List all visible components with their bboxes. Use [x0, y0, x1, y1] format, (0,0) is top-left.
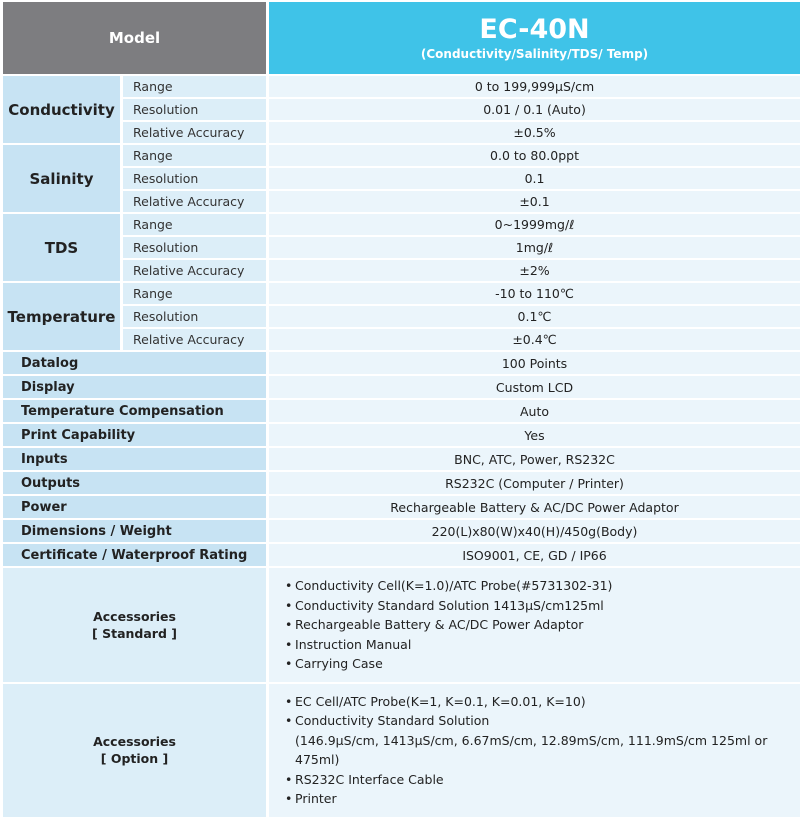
spec-value: -10 to 110℃: [269, 283, 800, 304]
spec-value: Auto: [269, 400, 800, 422]
spec-value: 0.1: [269, 168, 800, 189]
bullet-icon: •: [285, 597, 293, 613]
spec-label-print-capability: Print Capability: [3, 424, 266, 446]
accessories-standard-list: [285, 576, 800, 674]
spec-value: 0 to 199,999μS/cm: [269, 76, 800, 97]
model-header-cell: [3, 2, 266, 74]
spec-label-outputs: Outputs: [3, 472, 266, 494]
accessories-standard-label: [3, 568, 266, 682]
list-item: • EC Cell/ATC Probe(K=1, K=0.1, K=0.01, K=10): [285, 692, 800, 712]
spec-value: 0.0 to 80.0ppt: [269, 145, 800, 166]
product-name: EC-40N: [479, 14, 590, 45]
sub-label: Range: [123, 283, 266, 304]
spec-label-inputs: Inputs: [3, 448, 266, 470]
spec-value: 1mg/ℓ: [269, 237, 800, 258]
group-label-conductivity: Conductivity: [3, 76, 120, 143]
group-label-salinity: Salinity: [3, 145, 120, 212]
list-item: • Conductivity Cell(K=1.0)/ATC Probe(#5731302-31): [285, 576, 800, 596]
bullet-icon: •: [285, 791, 293, 806]
list-item: • Conductivity Standard Solution (146.9μS/cm, 1413μS/cm, 6.67mS/cm, 12.89mS/cm, 111.9mS/cm 125ml or 475ml): [285, 711, 800, 770]
spec-label-power: Power: [3, 496, 266, 518]
sub-label: Relative Accuracy: [123, 260, 266, 281]
sub-label: Resolution: [123, 168, 266, 189]
list-item: • Carrying Case: [285, 654, 800, 674]
accessories-option-list-cell: [269, 684, 800, 817]
spec-value: 0.1℃: [269, 306, 800, 327]
bullet-icon: •: [285, 636, 293, 652]
product-header-cell: [269, 2, 800, 74]
bullet-icon: •: [285, 693, 293, 709]
bullet-icon: •: [285, 578, 293, 593]
accessories-option-list: [285, 692, 800, 809]
list-item: • Conductivity Standard Solution 1413μS/cm125ml: [285, 596, 800, 616]
spec-value: RS232C (Computer / Printer): [269, 472, 800, 494]
accessories-label-line1: Accessories: [93, 734, 176, 749]
spec-value: 0~1999mg/ℓ: [269, 214, 800, 235]
bullet-icon: •: [285, 713, 293, 728]
bullet-icon: •: [285, 656, 293, 671]
spec-label-temperature-compensation: Temperature Compensation: [3, 400, 266, 422]
model-label: Model: [108, 29, 161, 47]
spec-label-datalog: Datalog: [3, 352, 266, 374]
spec-value: ±0.1: [269, 191, 800, 212]
bullet-icon: •: [285, 617, 293, 632]
spec-value: BNC, ATC, Power, RS232C: [269, 448, 800, 470]
spec-label-display: Display: [3, 376, 266, 398]
list-item: • Rechargeable Battery & AC/DC Power Adaptor: [285, 615, 800, 635]
list-item: • Instruction Manual: [285, 635, 800, 655]
sub-label: Range: [123, 76, 266, 97]
accessories-standard-list-cell: [269, 568, 800, 682]
spec-value: 100 Points: [269, 352, 800, 374]
spec-value: Custom LCD: [269, 376, 800, 398]
spec-value: ±0.5%: [269, 122, 800, 143]
spec-value: ±2%: [269, 260, 800, 281]
spec-value: 220(L)x80(W)x40(H)/450g(Body): [269, 520, 800, 542]
sub-label: Range: [123, 214, 266, 235]
spec-label-certificate-waterproof: Certificate / Waterproof Rating: [3, 544, 266, 566]
product-subtitle: (Conductivity/Salinity/TDS/ Temp): [420, 47, 649, 61]
accessories-label-line2: [ Option ]: [100, 751, 169, 766]
sub-label: Relative Accuracy: [123, 122, 266, 143]
spec-value: ISO9001, CE, GD / IP66: [269, 544, 800, 566]
sub-label: Range: [123, 145, 266, 166]
bullet-icon: •: [285, 771, 293, 787]
spec-value: 0.01 / 0.1 (Auto): [269, 99, 800, 120]
accessories-label-line1: Accessories: [93, 608, 176, 624]
group-label-temperature: Temperature: [3, 283, 120, 350]
sub-label: Resolution: [123, 306, 266, 327]
spec-value: Yes: [269, 424, 800, 446]
spec-value: ±0.4℃: [269, 329, 800, 350]
spec-label-dimensions-weight: Dimensions / Weight: [3, 520, 266, 542]
list-item: • Printer: [285, 789, 800, 809]
sub-label: Relative Accuracy: [123, 329, 266, 350]
sub-label: Relative Accuracy: [123, 191, 266, 212]
sub-label: Resolution: [123, 237, 266, 258]
sub-label: Resolution: [123, 99, 266, 120]
list-item: • RS232C Interface Cable: [285, 770, 800, 790]
accessories-option-label: [3, 684, 266, 817]
group-label-tds: TDS: [3, 214, 120, 281]
list-item-continuation: (146.9μS/cm, 1413μS/cm, 6.67mS/cm, 12.89mS/cm, 111.9mS/cm 125ml or 475ml): [295, 732, 768, 767]
spec-value: Rechargeable Battery & AC/DC Power Adaptor: [269, 496, 800, 518]
accessories-label-line2: [ Standard ]: [92, 625, 177, 641]
